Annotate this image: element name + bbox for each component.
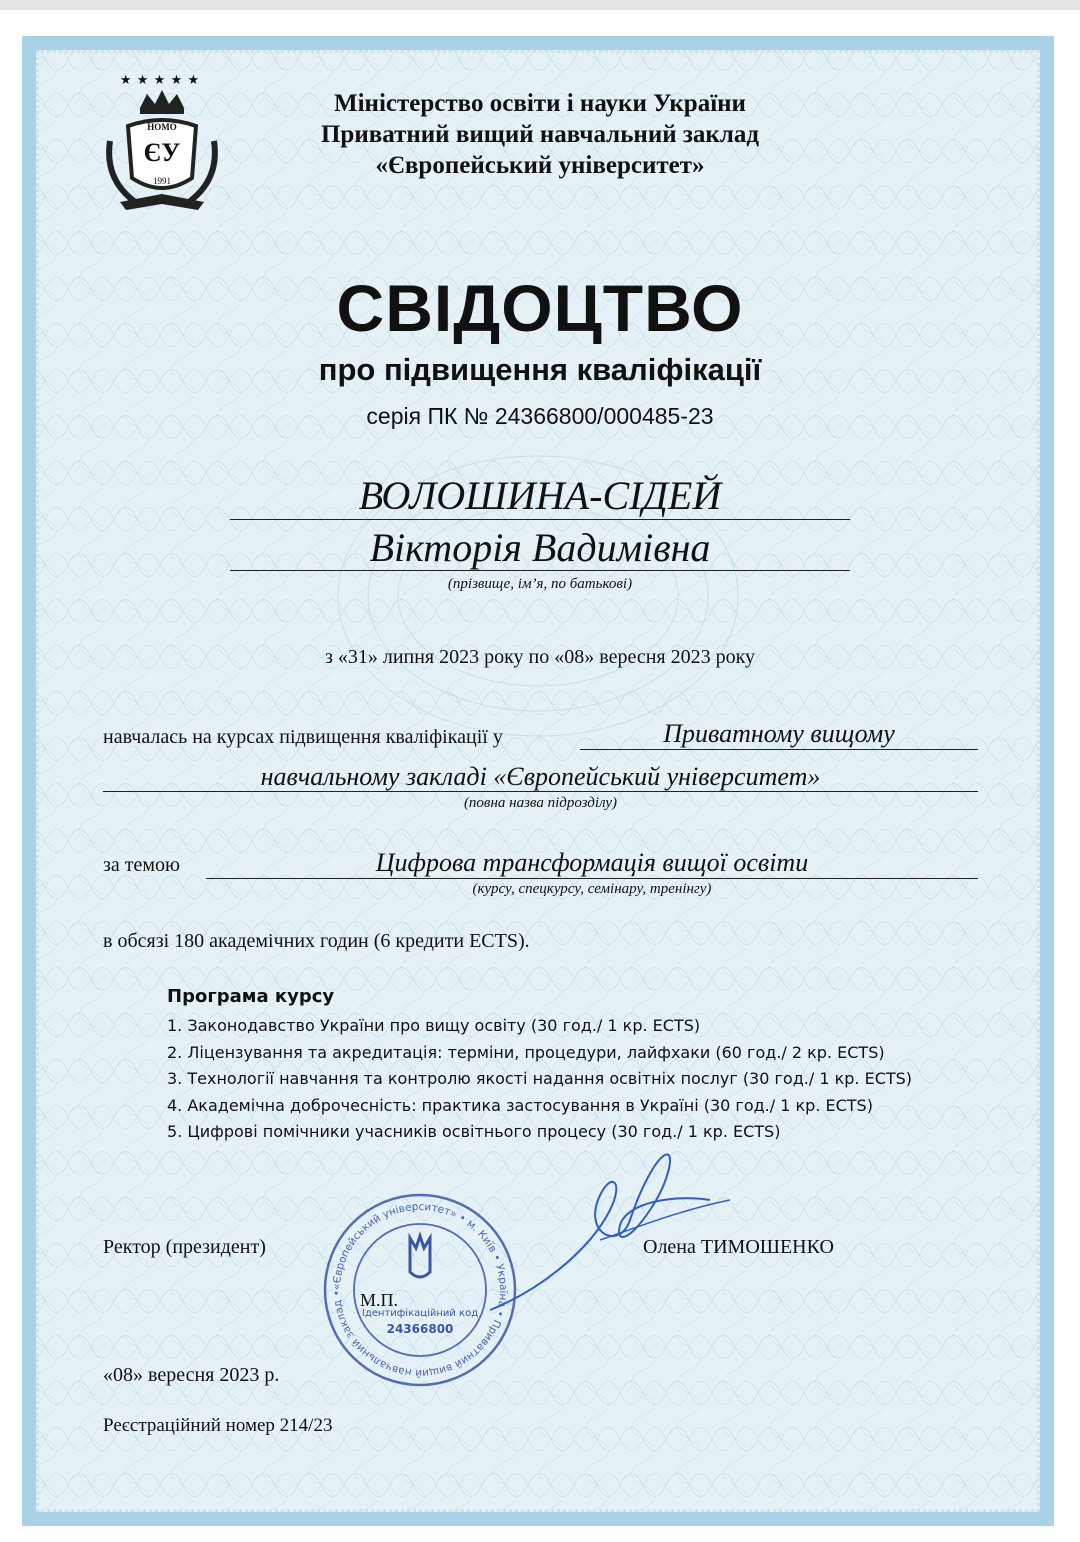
program-item: 4. Академічна доброчесність: практика застосування в Україні (30 год./ 1 кр. ECTS) <box>167 1095 873 1115</box>
stamp-id-label: Ідентифікаційний код <box>361 1308 479 1319</box>
handwritten-signature <box>480 1140 740 1320</box>
given-names-underline <box>230 570 850 571</box>
program-item: 5. Цифрові помічники учасників освітнього процесу (30 год./ 1 кр. ECTS) <box>167 1122 781 1141</box>
topic-caption: (курсу, спецкурсу, семінару, тренінгу) <box>472 881 712 897</box>
signatory-name: Олена ТИМОШЕНКО <box>643 1236 834 1258</box>
series-number: серія ПК № 24366800/000485-23 <box>366 403 714 429</box>
studied-underline-1 <box>580 749 978 750</box>
studied-value-line2: навчальному закладі «Європейський університет» <box>260 762 821 791</box>
person-given-names: Вікторія Вадимівна <box>369 525 711 570</box>
stamp-outer-text: «Європейський університет» • м. Київ • Україна • Приватний вищий навчальний заклад • <box>330 1200 510 1380</box>
study-period: з «31» липня 2023 року по «08» вересня 2023 року <box>324 646 756 668</box>
topic-label: за темою <box>103 854 180 876</box>
emblem-stars: ★ ★ ★ ★ ★ <box>119 72 201 87</box>
studied-underline-2 <box>103 791 978 792</box>
document-subtitle: про підвищення кваліфікації <box>318 352 762 387</box>
studied-value-line1: Приватному вищому <box>663 719 895 748</box>
issue-date: «08» вересня 2023 р. <box>103 1364 280 1386</box>
surname-underline <box>230 519 850 520</box>
university-name: «Європейський університет» <box>375 152 705 179</box>
studied-caption: (повна назва підрозділу) <box>463 795 618 811</box>
course-volume: в обсязі 180 академічних годин (6 кредити ECTS). <box>103 930 530 952</box>
emblem-year: 1991 <box>153 176 171 186</box>
university-emblem <box>100 72 240 217</box>
studied-label: навчалась на курсах підвищення кваліфікації у <box>103 726 503 748</box>
program-item: 1. Законодавство України про вищу освіту (30 год./ 1 кр. ECTS) <box>167 1016 701 1035</box>
program-item: 2. Ліцензування та акредитація: терміни, процедури, лайфхаки (60 год./ 2 кр. ECTS) <box>167 1042 885 1062</box>
topic-value: Цифрова трансформація вищої освіти <box>375 848 809 877</box>
program-title: Програма курсу <box>167 986 335 1007</box>
program-item: 3. Технології навчання та контролю якості надання освітніх послуг (30 год./ 1 кр. ECTS) <box>167 1069 913 1088</box>
trident-icon <box>410 1236 430 1277</box>
document-title: СВІДОЦТВО <box>336 271 744 345</box>
emblem-motto: HOMO <box>147 122 177 132</box>
signatory-role: Ректор (президент) <box>103 1236 266 1258</box>
registration-number: Реєстраційний номер 214/23 <box>103 1415 333 1436</box>
emblem-letters: ЄУ <box>143 138 181 167</box>
ministry-name: Міністерство освіти і науки України <box>334 90 746 117</box>
program-list <box>167 1013 1027 1146</box>
stamp-place-mark: М.П. <box>360 1290 399 1310</box>
person-surname: ВОЛОШИНА-СІДЕЙ <box>358 473 722 518</box>
institution-type: Приватний вищий навчальний заклад <box>320 121 760 148</box>
topic-underline <box>206 878 978 879</box>
stamp-id-code: 24366800 <box>386 1322 454 1336</box>
name-caption: (прізвище, ім’я, по батькові) <box>447 576 633 592</box>
header-block <box>240 88 840 181</box>
screen-top-bar <box>0 0 1080 10</box>
